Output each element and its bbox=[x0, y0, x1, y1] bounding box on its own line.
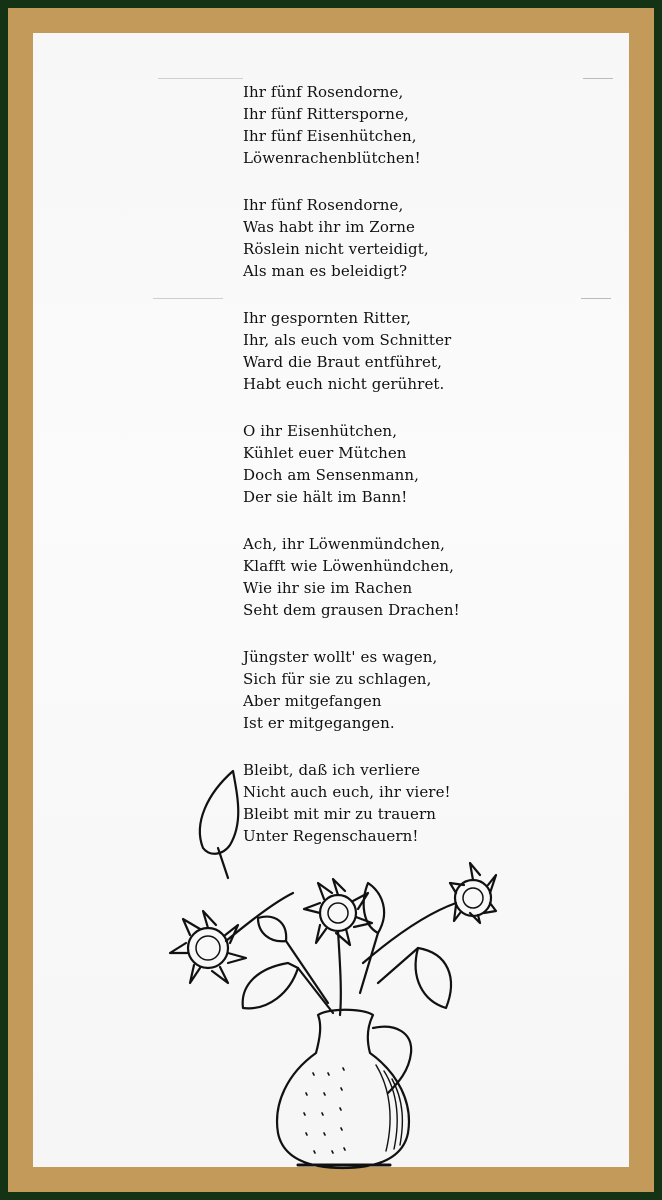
paper-sheet bbox=[33, 33, 629, 1167]
poem-line: Wie ihr sie im Rachen bbox=[243, 579, 413, 597]
sunflower-center-icon bbox=[304, 879, 372, 1015]
poem-line: Bleibt, daß ich verliere bbox=[243, 761, 421, 779]
poem-line: Seht dem grausen Drachen! bbox=[243, 601, 460, 619]
poem-line: Was habt ihr im Zorne bbox=[243, 218, 415, 236]
poem-stanza bbox=[243, 646, 573, 734]
poem-line: Ihr, als euch vom Schnitter bbox=[243, 331, 452, 349]
scan-mark bbox=[583, 78, 613, 79]
poem-line: Ihr fünf Rosendorne, bbox=[243, 83, 404, 101]
poem-line: Röslein nicht verteidigt, bbox=[243, 240, 429, 258]
poem-line: Ihr fünf Rittersporne, bbox=[243, 105, 409, 123]
poem-stanza bbox=[243, 194, 573, 282]
poem-line: Ach, ihr Löwenmündchen, bbox=[243, 535, 446, 553]
poem-line: O ihr Eisenhütchen, bbox=[243, 422, 398, 440]
poem-line: Löwenrachenblütchen! bbox=[243, 149, 421, 167]
poem-line: Ihr fünf Rosendorne, bbox=[243, 196, 404, 214]
poem-line: Ihr fünf Eisenhütchen, bbox=[243, 127, 417, 145]
scan-mark bbox=[158, 78, 243, 79]
leaf-right-icon bbox=[378, 948, 451, 1008]
poem-line: Ist er mitgegangen. bbox=[243, 714, 395, 732]
poem-line: Aber mitgefangen bbox=[243, 692, 382, 710]
poem-line: Nicht auch euch, ihr viere! bbox=[243, 783, 451, 801]
vase-icon bbox=[277, 1010, 411, 1168]
sunflower-left-icon bbox=[170, 893, 293, 983]
poem-line: Ward die Braut entführet, bbox=[243, 353, 443, 371]
page-paper bbox=[33, 33, 629, 1167]
poem-line: Doch am Sensenmann, bbox=[243, 466, 420, 484]
poem-line: Unter Regenschauern! bbox=[243, 827, 419, 845]
scan-mark bbox=[581, 298, 611, 299]
poem-stanza bbox=[243, 420, 573, 508]
leaf-left-low-icon bbox=[243, 963, 333, 1013]
sunflower-right-icon bbox=[363, 863, 496, 963]
leaf-mid-icon bbox=[258, 883, 384, 1003]
poem-line: Ihr gespornten Ritter, bbox=[243, 309, 412, 327]
poem-line: Jüngster wollt' es wagen, bbox=[243, 648, 438, 666]
poem-line: Als man es beleidigt? bbox=[243, 262, 408, 280]
poem-line: Bleibt mit mir zu trauern bbox=[243, 805, 437, 823]
poem-line: Sich für sie zu schlagen, bbox=[243, 670, 432, 688]
sunflower-vase-icon bbox=[128, 753, 498, 1173]
poem-line: Der sie hält im Bann! bbox=[243, 488, 408, 506]
poem-line: Klafft wie Löwenhündchen, bbox=[243, 557, 454, 575]
leaf-top-left-icon bbox=[200, 771, 238, 878]
scan-mark bbox=[153, 298, 223, 299]
poem-line: Kühlet euer Mütchen bbox=[243, 444, 407, 462]
poem-stanza bbox=[243, 81, 573, 169]
poem-stanza bbox=[243, 307, 573, 395]
poem-line: Habt euch nicht gerühret. bbox=[243, 375, 445, 393]
poem-stanza bbox=[243, 533, 573, 621]
